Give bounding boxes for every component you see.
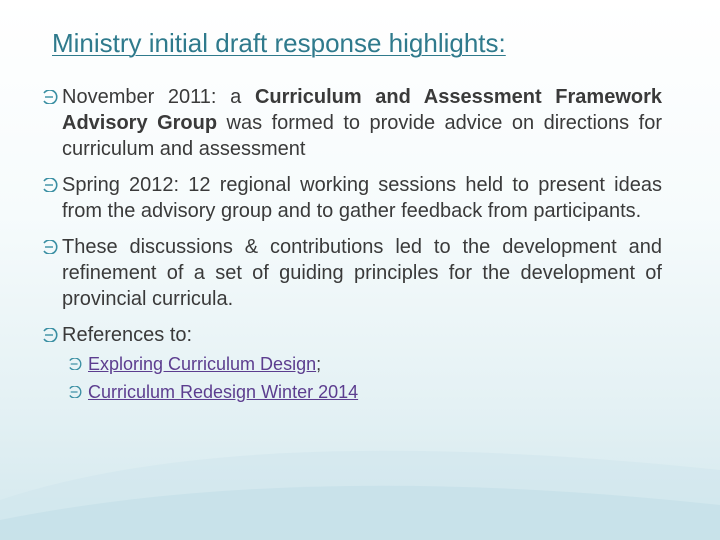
bullet-icon <box>42 84 62 110</box>
bullet-icon <box>42 322 62 348</box>
bullet-icon <box>68 350 88 378</box>
bullet-text: References to: <box>62 324 193 346</box>
bullet-text: These discussions & contributions led to the development and refinement of a set of guiding principles for the development of provincial curricula. <box>62 236 662 310</box>
link-exploring-curriculum-design[interactable]: Exploring Curriculum Design <box>88 354 317 374</box>
sub-bullet-item <box>68 378 662 406</box>
bullet-item <box>42 172 662 224</box>
bullet-list <box>42 84 662 406</box>
separator-text: ; <box>316 354 322 374</box>
bullet-icon <box>42 234 62 260</box>
slide-title: Ministry initial draft response highlights: <box>52 28 506 58</box>
bullet-item <box>42 322 662 348</box>
bullet-text: Spring 2012: 12 regional working sessions held to present ideas from the advisory group and to gather feedback from participants. <box>62 174 662 222</box>
link-curriculum-redesign-winter-2014[interactable]: Curriculum Redesign Winter 2014 <box>88 382 359 402</box>
bullet-icon <box>68 378 88 406</box>
bullet-item <box>42 84 662 162</box>
bold-text: Curriculum and Assessment Framework Advisory Group <box>62 86 662 134</box>
bullet-icon <box>42 172 62 198</box>
bullet-item <box>42 234 662 312</box>
bullet-text: November 2011: a Curriculum and Assessment Framework Advisory Group was formed to provide advice on directions for curriculum and assessment <box>62 86 662 160</box>
sub-bullet-item <box>68 350 662 378</box>
